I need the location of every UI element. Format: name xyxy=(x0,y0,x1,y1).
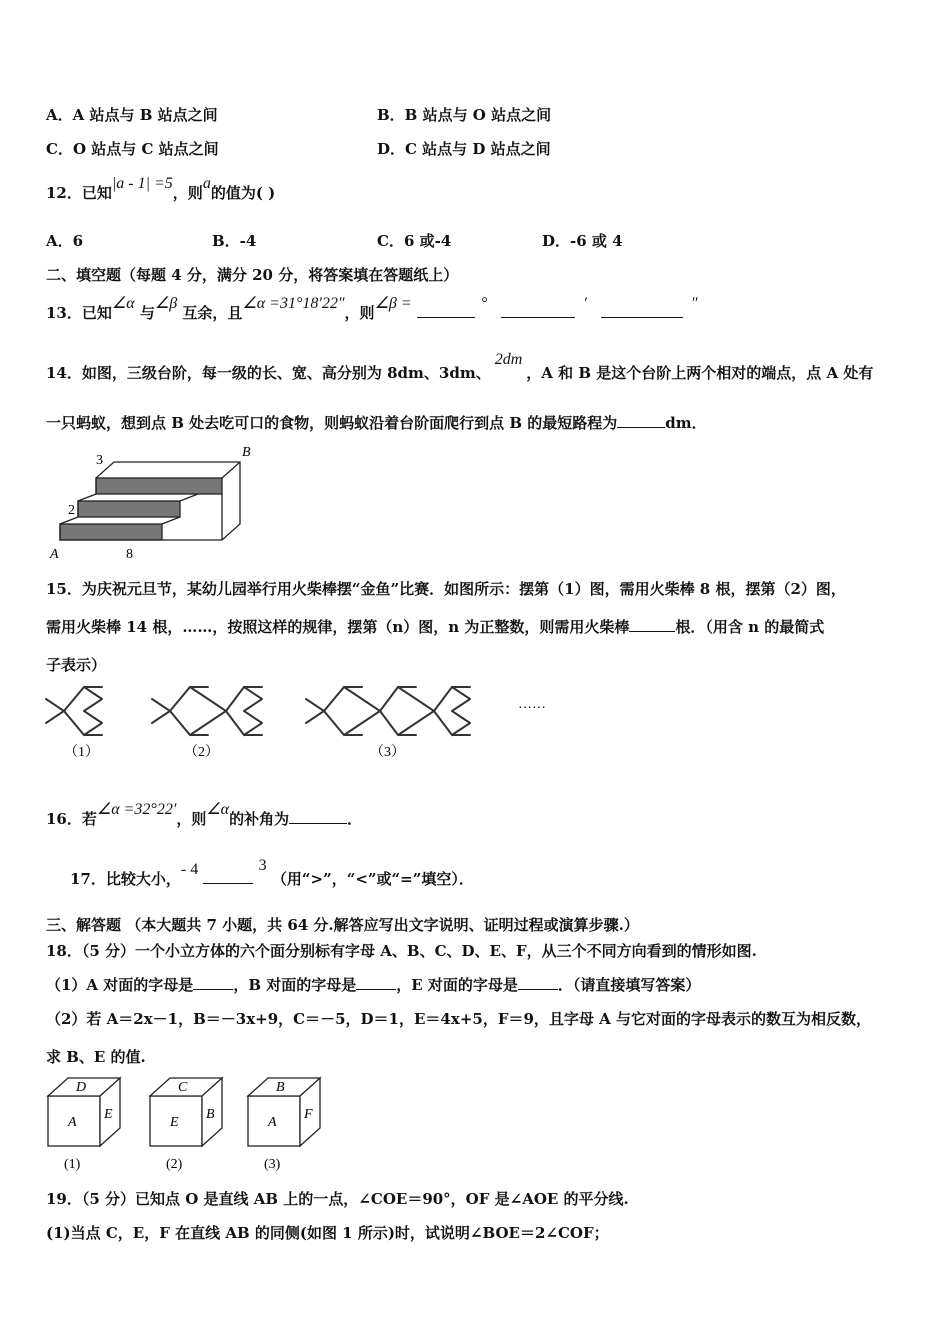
q18-p1-text-a: （1）A 对面的字母是 xyxy=(46,976,194,994)
q14-answer-blank[interactable] xyxy=(617,413,665,428)
stair-step-3 xyxy=(96,478,222,494)
figure-label-a: A xyxy=(50,547,59,562)
q14-text-a: 14．如图，三级台阶，每一级的长、宽、高分别为 8dm、3dm、 xyxy=(46,364,491,382)
cube-3-side: F xyxy=(304,1107,313,1122)
figure-label-b: B xyxy=(242,445,251,460)
cube-2-side: B xyxy=(206,1107,215,1122)
q13-minute-mark: ′ xyxy=(583,295,587,312)
question-15-line-2 xyxy=(46,616,824,637)
fish-label-2: （2） xyxy=(184,745,219,760)
fish-figure-3 xyxy=(306,687,470,735)
cube-3-top: B xyxy=(276,1080,285,1095)
section-2-heading: 二、填空题（每题 4 分，满分 20 分，将答案填在答题纸上） xyxy=(46,266,459,284)
q13-beta: ∠β xyxy=(154,295,178,312)
question-18-part-1 xyxy=(46,974,700,995)
question-14-line-2 xyxy=(46,412,707,433)
q12-suffix: 的值为( ) xyxy=(210,184,276,202)
q17-prefix: 17．比较大小， xyxy=(70,870,181,888)
q12-mid: ，则 xyxy=(172,184,203,202)
q16-prefix: 16．若 xyxy=(46,810,97,828)
q13-ask: ∠β = xyxy=(374,295,412,312)
q12-option-d: D．-6 或 4 xyxy=(542,232,623,250)
q13-degree-mark: ° xyxy=(480,295,488,312)
q16-end: ． xyxy=(347,810,363,828)
cube-1-top: D xyxy=(76,1080,87,1095)
cube-2-front: E xyxy=(170,1115,179,1130)
q14-fraction: 2dm xyxy=(494,351,523,368)
q18-p1-text-c: ，E 对面的字母是 xyxy=(396,976,518,994)
question-15-line-3: 子表示） xyxy=(46,656,107,674)
q17-suffix: （用“>”，“<”或“=”填空）． xyxy=(271,870,474,888)
q13-mid: 互余，且 xyxy=(182,304,243,322)
q11-option-b: B．B 站点与 O 站点之间 xyxy=(377,106,552,124)
cube-1-front: A xyxy=(68,1115,77,1130)
q12-prefix: 12．已知 xyxy=(46,184,112,202)
stair-step-1 xyxy=(60,524,162,540)
q14-unit: dm． xyxy=(665,414,707,432)
q16-given: ∠α =32°22′ xyxy=(96,801,177,818)
q12-option-a: A．6 xyxy=(46,232,84,250)
fish-ellipsis: …… xyxy=(518,697,546,712)
q11-option-c: C．O 站点与 C 站点之间 xyxy=(46,140,219,158)
figure-label-height-2: 2 xyxy=(68,503,75,518)
q13-blank-minute[interactable] xyxy=(501,303,575,318)
fish-label-3: （3） xyxy=(370,745,405,760)
question-19-part-1: (1)当点 C，E，F 在直线 AB 的同侧(如图 1 所示)时，试说明∠BOE＝2∠COF； xyxy=(46,1224,609,1242)
q12-variable: a xyxy=(202,175,211,192)
q12-expression: |a - 1| =5 xyxy=(111,175,173,192)
question-18-stem: 18．（5 分）一个小立方体的六个面分别标有字母 A、B、C、D、E、F，从三个不同方向看到的情形如图. xyxy=(46,942,757,960)
figure-label-height-3: 3 xyxy=(96,453,103,468)
question-15-line-1: 15．为庆祝元旦节，某幼儿园举行用火柴棒摆“金鱼”比赛．如图所示：摆第（1）图，需用火柴棒 8 根，摆第（2）图， xyxy=(46,580,846,598)
question-16 xyxy=(46,801,363,829)
question-18-part-2-cont: 求 B、E 的值. xyxy=(46,1048,146,1066)
question-12 xyxy=(46,175,276,203)
figure-label-length-8: 8 xyxy=(126,547,133,562)
q15-text-a: 需用火柴棒 14 根，……，按照这样的规律，摆第（n）图，n 为正整数，则需用火柴棒 xyxy=(46,618,630,636)
fish-label-1: （1） xyxy=(64,745,99,760)
q18-blank-e[interactable] xyxy=(518,975,558,990)
fish-figure-2 xyxy=(152,687,262,735)
staircase-figure xyxy=(44,444,264,564)
q13-and: 与 xyxy=(139,304,155,322)
question-19-stem: 19．（5 分）已知点 O 是直线 AB 上的一点，∠COE＝90°，OF 是∠AOE 的平分线. xyxy=(46,1190,629,1208)
q13-then: ，则 xyxy=(344,304,375,322)
q15-answer-blank[interactable] xyxy=(629,617,675,632)
q13-prefix: 13．已知 xyxy=(46,304,112,322)
q18-blank-a[interactable] xyxy=(193,975,233,990)
section-3-heading: 三、解答题 （本大题共 7 小题，共 64 分.解答应写出文字说明、证明过程或演算步骤.） xyxy=(46,916,639,934)
question-13 xyxy=(46,295,698,323)
cube-figures xyxy=(44,1076,344,1176)
q18-p1-text-d: ．（请直接填写答案） xyxy=(557,976,701,994)
q14-text-c: 一只蚂蚁，想到点 B 处去吃可口的食物，则蚂蚁沿着台阶面爬行到点 B 的最短路程为 xyxy=(46,414,618,432)
cube-3-label: (3) xyxy=(264,1157,281,1172)
question-17 xyxy=(70,857,474,889)
q12-option-b: B．-4 xyxy=(212,232,257,250)
cube-2-label: (2) xyxy=(166,1157,183,1172)
cube-1-label: (1) xyxy=(64,1157,81,1172)
q16-suffix: 的补角为 xyxy=(229,810,290,828)
cube-1-side: E xyxy=(104,1107,113,1122)
fish-figure-1 xyxy=(46,687,102,735)
matchstick-fish-figures xyxy=(44,686,564,766)
q13-second-mark: ″ xyxy=(690,295,698,312)
stair-step-2 xyxy=(78,501,180,517)
q11-option-d: D．C 站点与 D 站点之间 xyxy=(377,140,551,158)
q16-alpha: ∠α xyxy=(206,801,230,818)
question-14-line-1 xyxy=(46,351,874,383)
q13-blank-second[interactable] xyxy=(601,303,683,318)
question-18-part-2: （2）若 A＝2x－1，B＝－3x+9，C＝－5，D＝1，E＝4x+5，F＝9，且字母 A 与它对面的字母表示的数互为相反数， xyxy=(46,1010,871,1028)
q17-fraction-numerator: 3 xyxy=(258,857,267,874)
q12-option-c: C．6 或-4 xyxy=(377,232,452,250)
q13-given: ∠α =31°18′22″ xyxy=(242,295,345,312)
q17-negative-four: - 4 xyxy=(180,861,199,878)
q16-mid: ，则 xyxy=(176,810,207,828)
q17-answer-blank[interactable] xyxy=(203,869,253,884)
cube-3-front: A xyxy=(268,1115,277,1130)
q15-text-b: 根．（用含 n 的最简式 xyxy=(675,618,825,636)
cube-2-top: C xyxy=(178,1080,188,1095)
q18-blank-b[interactable] xyxy=(356,975,396,990)
q13-alpha: ∠α xyxy=(111,295,135,312)
q14-text-b: ，A 和 B 是这个台阶上两个相对的端点，点 A 处有 xyxy=(526,364,874,382)
q13-blank-degree[interactable] xyxy=(417,303,475,318)
q16-answer-blank[interactable] xyxy=(289,809,347,824)
q11-option-a: A．A 站点与 B 站点之间 xyxy=(46,106,218,124)
q18-p1-text-b: ，B 对面的字母是 xyxy=(233,976,357,994)
